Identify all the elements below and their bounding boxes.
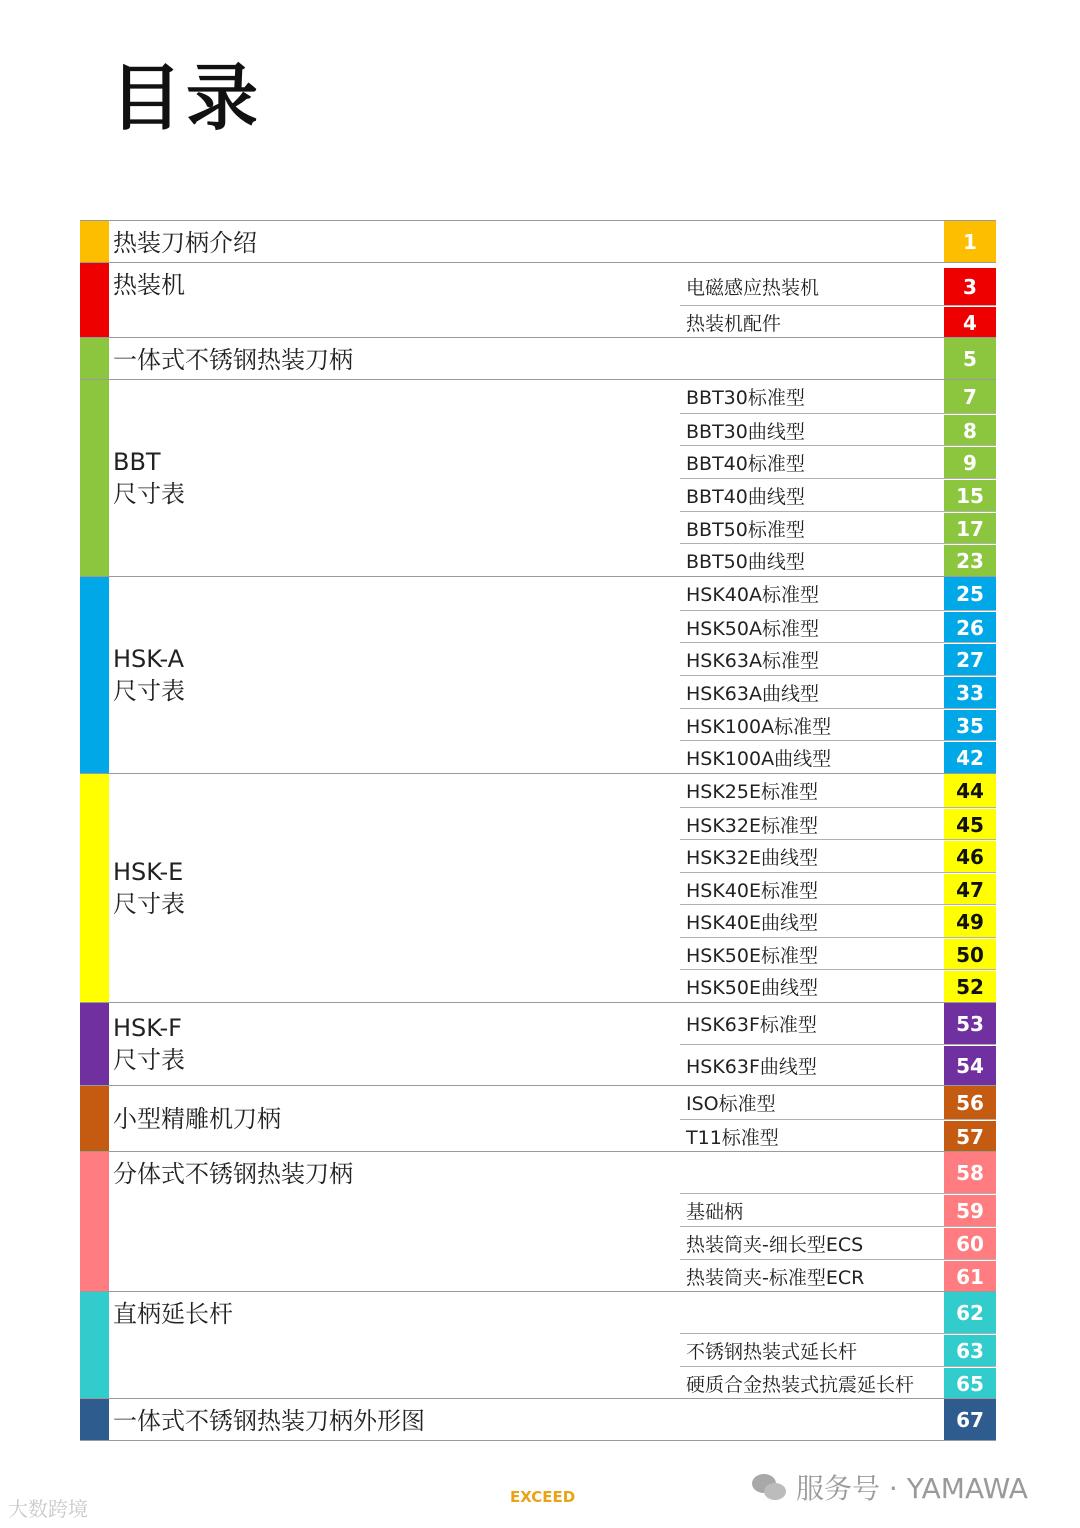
- toc-entry[interactable]: [680, 1333, 996, 1367]
- page-number[interactable]: 7: [944, 380, 996, 413]
- entry-label: HSK32E曲线型: [686, 847, 818, 869]
- toc-entry[interactable]: [680, 969, 996, 1003]
- section-title: HSK-A 尺寸表: [113, 645, 185, 705]
- entry-label: BBT30标准型: [686, 387, 805, 409]
- toc-entry[interactable]: [680, 268, 996, 305]
- toc-entry[interactable]: [680, 1119, 996, 1152]
- section-page-row[interactable]: [680, 221, 996, 262]
- page-number[interactable]: 42: [944, 741, 996, 774]
- page-number[interactable]: 54: [944, 1045, 996, 1086]
- toc-entry[interactable]: [680, 1003, 996, 1044]
- entry-label: HSK40E曲线型: [686, 912, 818, 934]
- toc-entry[interactable]: [680, 305, 996, 338]
- toc-entry[interactable]: [680, 445, 996, 479]
- toc-entry[interactable]: [680, 478, 996, 512]
- page-number[interactable]: 4: [944, 306, 996, 338]
- section-title: 一体式不锈钢热装刀柄: [113, 346, 353, 374]
- entry-label: 硬质合金热装式抗震延长杆: [686, 1373, 915, 1396]
- wechat-icon: [752, 1474, 786, 1500]
- toc-entry[interactable]: [680, 904, 996, 938]
- section-color-bar: [80, 1292, 109, 1398]
- entry-label: ISO标准型: [686, 1093, 776, 1115]
- toc-section: [80, 1085, 996, 1151]
- entry-label: BBT40标准型: [686, 453, 805, 475]
- entry-label: BBT30曲线型: [686, 420, 805, 443]
- entry-label: 热装筒夹-标准型ECR: [686, 1266, 865, 1289]
- section-page-row[interactable]: [680, 338, 996, 379]
- page-number[interactable]: 26: [944, 611, 996, 643]
- brand-logo: EXCEED: [510, 1488, 576, 1506]
- toc-entry[interactable]: [680, 610, 996, 643]
- page-number[interactable]: 27: [944, 643, 996, 676]
- entry-label: HSK40A标准型: [686, 584, 819, 606]
- entry-label: 热装筒夹-细长型ECS: [686, 1234, 864, 1256]
- page-number[interactable]: 63: [944, 1334, 996, 1367]
- page-number[interactable]: 56: [944, 1086, 996, 1119]
- entry-label: HSK63F标准型: [686, 1014, 817, 1036]
- entry-label: HSK63F曲线型: [686, 1056, 817, 1078]
- toc-entry[interactable]: [680, 872, 996, 905]
- page-number[interactable]: 50: [944, 938, 996, 970]
- section-color-bar: [80, 1003, 109, 1085]
- toc-entry[interactable]: [680, 511, 996, 544]
- toc-entry[interactable]: [680, 642, 996, 676]
- section-page-row[interactable]: [680, 1152, 996, 1193]
- toc-entry[interactable]: [680, 1366, 996, 1399]
- section-title: BBT 尺寸表: [113, 448, 185, 508]
- entry-label: BBT50标准型: [686, 518, 805, 541]
- page-number[interactable]: 15: [944, 479, 996, 512]
- entry-label: HSK40E标准型: [686, 879, 818, 902]
- toc-entry[interactable]: [680, 543, 996, 577]
- page-title: 目录: [110, 56, 263, 140]
- section-color-bar: [80, 263, 109, 337]
- section-title: 小型精雕机刀柄: [113, 1104, 281, 1133]
- entry-label: HSK63A标准型: [686, 650, 819, 672]
- toc-section: [80, 220, 996, 262]
- entry-label: HSK50E标准型: [686, 944, 818, 967]
- toc-section: [80, 1002, 996, 1085]
- page-number[interactable]: 67: [944, 1399, 996, 1440]
- page-number[interactable]: 35: [944, 709, 996, 741]
- section-title: HSK-F 尺寸表: [113, 1014, 185, 1074]
- section-color-bar: [80, 1399, 109, 1440]
- toc-section: [80, 773, 996, 1002]
- toc-entry[interactable]: [680, 577, 996, 610]
- page-number[interactable]: 60: [944, 1227, 996, 1260]
- section-title: HSK-E 尺寸表: [113, 858, 185, 918]
- toc-entry[interactable]: [680, 937, 996, 970]
- page-number[interactable]: 65: [944, 1367, 996, 1399]
- toc-section: [80, 576, 996, 773]
- section-color-bar: [80, 338, 109, 379]
- toc-section: [80, 1398, 996, 1441]
- entry-label: HSK50E曲线型: [686, 977, 818, 999]
- section-color-bar: [80, 221, 109, 262]
- page-number[interactable]: 45: [944, 808, 996, 840]
- entry-label: 热装机配件: [686, 312, 782, 335]
- entry-label: 基础柄: [686, 1201, 744, 1223]
- page-number[interactable]: 62: [944, 1292, 996, 1333]
- entry-label: HSK50A标准型: [686, 617, 819, 640]
- section-title: 分体式不锈钢热装刀柄: [113, 1160, 353, 1188]
- toc-section: [80, 379, 996, 576]
- entry-label: HSK100A标准型: [686, 715, 832, 738]
- toc-section: [80, 1291, 996, 1398]
- page-number[interactable]: 25: [944, 577, 996, 610]
- page-number[interactable]: 1: [944, 221, 996, 262]
- toc-entry[interactable]: [680, 740, 996, 774]
- toc-section: [80, 1151, 996, 1291]
- section-color-bar: [80, 1152, 109, 1291]
- section-title: 直柄延长杆: [113, 1300, 233, 1328]
- section-title: 热装刀柄介绍: [113, 229, 257, 257]
- entry-label: T11标准型: [686, 1126, 779, 1149]
- toc-entry[interactable]: [680, 774, 996, 807]
- toc-section: [80, 337, 996, 379]
- page-number[interactable]: 23: [944, 544, 996, 577]
- entry-label: HSK63A曲线型: [686, 683, 819, 705]
- toc-entry[interactable]: [680, 807, 996, 840]
- toc-entry[interactable]: [680, 1226, 996, 1260]
- toc-entry[interactable]: [680, 1044, 996, 1086]
- entry-label: HSK25E标准型: [686, 781, 818, 803]
- page-number[interactable]: 58: [944, 1152, 996, 1193]
- toc-entry[interactable]: [680, 413, 996, 446]
- section-title: 热装机: [113, 271, 185, 299]
- entry-label: 电磁感应热装机: [686, 277, 820, 299]
- toc-entry[interactable]: [680, 675, 996, 709]
- section-color-bar: [80, 1086, 109, 1151]
- toc-entry[interactable]: [680, 708, 996, 741]
- entry-label: BBT40曲线型: [686, 486, 805, 508]
- page-number[interactable]: 53: [944, 1003, 996, 1044]
- section-page-row[interactable]: [680, 1399, 996, 1440]
- toc-entry[interactable]: [680, 1086, 996, 1119]
- page-number[interactable]: 17: [944, 512, 996, 544]
- toc-entry[interactable]: [680, 380, 996, 413]
- page-number[interactable]: 57: [944, 1120, 996, 1152]
- section-color-bar: [80, 577, 109, 773]
- entry-label: 不锈钢热装式延长杆: [686, 1341, 858, 1363]
- page-number[interactable]: 52: [944, 970, 996, 1003]
- page-number[interactable]: 49: [944, 905, 996, 938]
- page-number[interactable]: 3: [944, 268, 996, 305]
- section-color-bar: [80, 774, 109, 1002]
- page-number[interactable]: 61: [944, 1260, 996, 1292]
- section-page-row[interactable]: [680, 1292, 996, 1333]
- section-color-bar: [80, 380, 109, 576]
- page-number[interactable]: 8: [944, 414, 996, 446]
- toc-entry[interactable]: [680, 1259, 996, 1292]
- section-title: 一体式不锈钢热装刀柄外形图: [113, 1407, 425, 1435]
- watermark-right-text: 服务号 · YAMAWA: [796, 1472, 1028, 1505]
- page-number[interactable]: 46: [944, 840, 996, 873]
- page-number[interactable]: 5: [944, 338, 996, 379]
- page-number[interactable]: 47: [944, 873, 996, 905]
- entry-label: BBT50曲线型: [686, 551, 805, 573]
- toc-entry[interactable]: [680, 1193, 996, 1227]
- page-number[interactable]: 59: [944, 1194, 996, 1227]
- entry-label: HSK100A曲线型: [686, 748, 832, 770]
- entry-label: HSK32E标准型: [686, 814, 818, 837]
- page-number[interactable]: 44: [944, 774, 996, 807]
- watermark-right: [752, 1467, 1028, 1507]
- toc-entry[interactable]: [680, 839, 996, 873]
- toc-section: [80, 262, 996, 337]
- page-number[interactable]: 33: [944, 676, 996, 709]
- table-of-contents: [80, 220, 996, 1441]
- page-number[interactable]: 9: [944, 446, 996, 479]
- watermark-left: 大数跨境: [8, 1497, 88, 1521]
